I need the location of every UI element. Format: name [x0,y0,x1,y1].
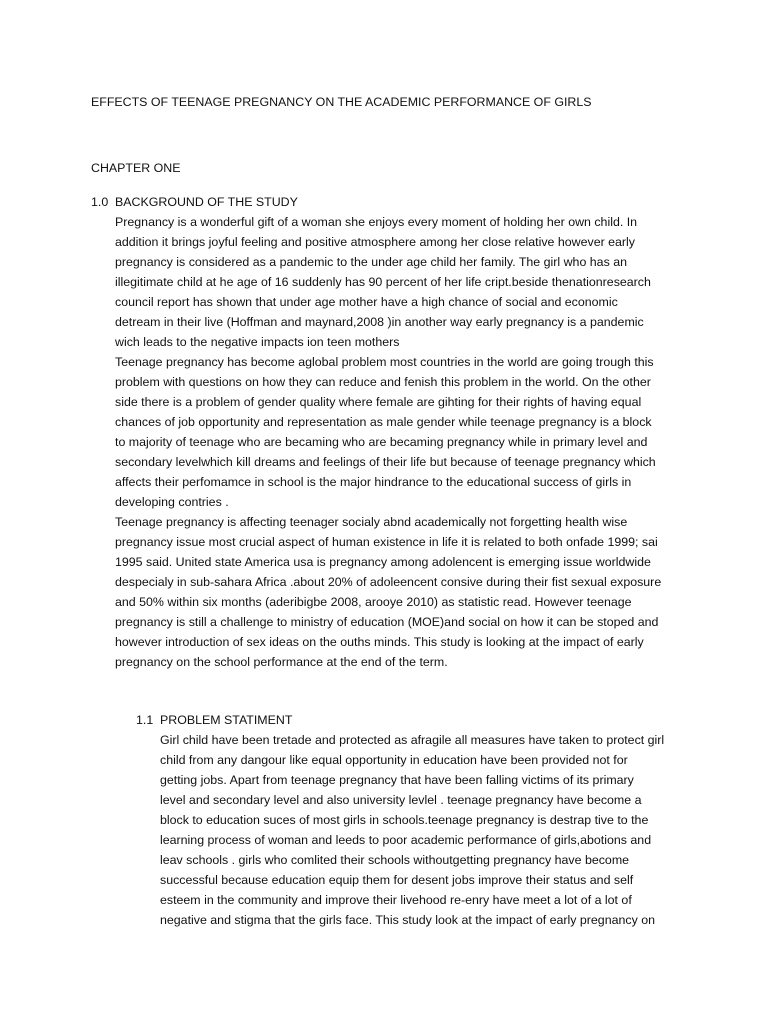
text-line: secondary levelwhich kill dreams and feelings of their life but because of teenage pregnancy which [115,455,656,469]
text-line: learning process of woman and leeds to poor academic performance of girls,abotions and [160,833,652,847]
text-line: pregnancy is considered as a pandemic to the under age child her family. The girl who has an [115,255,627,269]
section-heading: BACKGROUND OF THE STUDY [115,195,298,209]
text-line: detream in their live (Hoffman and maynard,2008 )in another way early pregnancy is a pandemic [115,315,644,329]
text-line: wich leads to the negative impacts ion teen mothers [115,335,400,349]
text-line: problem with questions on how they can reduce and fenish this problem in the world. On the other [115,375,651,389]
section-heading: PROBLEM STATIMENT [160,713,293,727]
text-line: Teenage pregnancy is affecting teenager socialy abnd academically not forgetting health wise [115,515,628,529]
text-line: level and secondary level and also university levlel . teenage pregnancy have become a [160,793,642,807]
text-line: Pregnancy is a wonderful gift of a woman she enjoys every moment of holding her own child. In [115,215,638,229]
text-line: developing contries . [115,495,229,509]
text-line: affects their perfomamce in school is the major hindrance to the educational success of girls in [115,475,632,489]
text-line: despecialy in sub-sahara Africa .about 20% of adoleencent consive during their fist sexual exposure [115,575,662,589]
section-body [115,212,661,672]
section-number: 1.0 [91,195,109,209]
text-line: block to education suces of most girls in schools.teenage pregnancy is destrap tive to the [160,813,649,827]
section-body [160,730,664,930]
text-line: esteem in the community and improve their livehood re-enry have meet a lot of a lot of [160,893,632,907]
text-line: addition it brings joyful feeling and positive atmosphere among her close relative however early [115,235,636,249]
text-line: leav schools . girls who comlited their schools withoutgetting pregnancy have become [160,853,630,867]
text-line: pregnancy on the school performance at the end of the term. [115,655,448,669]
text-line: illegitimate child at he age of 16 suddenly has 90 percent of her life cript.beside thenationresearch [115,275,651,289]
text-line: child from any dangour like equal opportunity in education have been provided not for [160,753,628,767]
text-line: to majority of teenage who are becaming who are becaming pregnancy while in primary level and [115,435,648,449]
text-line: successful because education equip them for desent jobs improve their status and self [160,873,634,887]
text-line: Teenage pregnancy has become aglobal problem most countries in the world are going trough this [115,355,654,369]
text-line: and 50% within six months (aderibigbe 2008, arooye 2010) as statistic read. However teenage [115,595,632,609]
text-line: however introduction of sex ideas on the ouths minds. This study is looking at the impact of early [115,635,644,649]
text-line: negative and stigma that the girls face. This study look at the impact of early pregnancy on [160,913,655,927]
chapter-heading: CHAPTER ONE [91,161,181,175]
text-line: side there is a problem of gender quality where female are gihting for their rights of having equal [115,395,642,409]
text-line: pregnancy issue most crucial aspect of human existence in life it is related to both onfade 1999; sai [115,535,658,549]
text-line: Girl child have been tretade and protected as afragile all measures have taken to protect girl [160,733,665,747]
text-line: chances of job opportunity and representation as male gender while teenage pregnancy is a block [115,415,652,429]
text-line: getting jobs. Apart from teenage pregnancy that have been falling victims of its primary [160,773,634,787]
document-title: EFFECTS OF TEENAGE PREGNANCY ON THE ACADEMIC PERFORMANCE OF GIRLS [91,95,592,109]
text-line: 1995 said. United state America usa is pregnancy among adolencent is emerging issue worldwide [115,555,651,569]
text-line: council report has shown that under age mother have a high chance of social and economic [115,295,618,309]
text-line: pregnancy is still a challenge to ministry of education (MOE)and social on how it can be stoped and [115,615,659,629]
section-number: 1.1 [136,713,154,727]
